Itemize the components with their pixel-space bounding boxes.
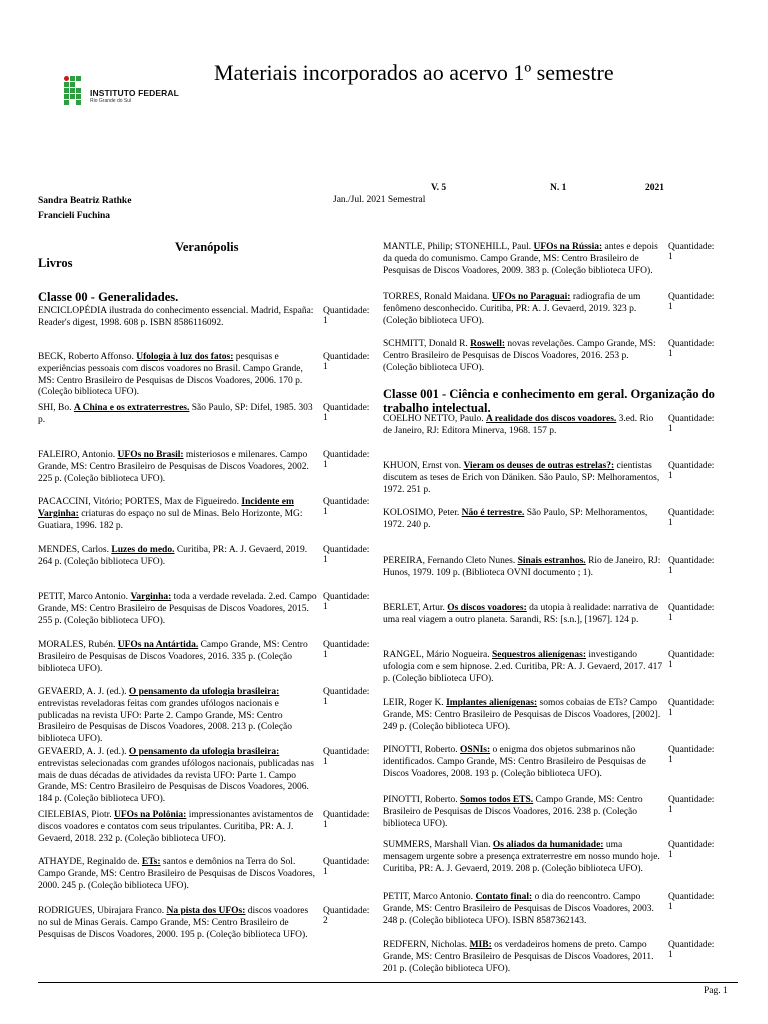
quantity-label: Quantidade: bbox=[323, 450, 370, 460]
entry-title: Ufologia à luz dos fatos: bbox=[136, 352, 234, 362]
entry-author: BECK, Roberto Affonso. bbox=[38, 352, 137, 362]
entry-details: o enigma dos objetos submarinos não identificados. Campo Grande, MS: Centro Brasileiro de Pesquisas de Discos Voadores, 2008. 193 p. (Coleção biblioteca UFO). bbox=[383, 745, 646, 779]
entry-author: GEVAERD, A. J. (ed.). bbox=[38, 687, 129, 697]
quantity-label: Quantidade: bbox=[668, 242, 715, 252]
quantity-label: Quantidade: bbox=[668, 840, 715, 850]
entry-author: KHUON, Ernst von. bbox=[383, 461, 464, 471]
quantity-value: 1 bbox=[323, 507, 328, 517]
footer-divider bbox=[38, 982, 738, 983]
entry-details: cientistas discutem as teses de Erich von Däniken. São Paulo, SP: Melhoramentos, 1972. 251 p. bbox=[383, 461, 660, 495]
quantity-field bbox=[668, 292, 715, 312]
bibliography-entry bbox=[38, 497, 320, 532]
quantity-label: Quantidade: bbox=[668, 892, 715, 902]
entry-author: CIELEBIAS, Piotr. bbox=[38, 810, 115, 820]
entry-details: misteriosos e milenares. Campo Grande, MS: Centro Brasileiro de Pesquisas de Discos Voadores, 2002. 225 p. (Coleção biblioteca UFO). bbox=[38, 450, 309, 484]
entry-author: REDFERN, Nicholas. bbox=[383, 940, 470, 950]
entry-author: MENDES, Carlos. bbox=[38, 545, 112, 555]
quantity-field bbox=[323, 687, 370, 707]
entry-author: MANTLE, Philip; STONEHILL, Paul. bbox=[383, 242, 534, 252]
quantity-label: Quantidade: bbox=[668, 745, 715, 755]
bibliography-entry bbox=[383, 461, 663, 496]
entry-details: 3.ed. Rio de Janeiro, RJ: Editora Minerva, 1968. 157 p. bbox=[383, 414, 654, 436]
page-number: Pag. 1 bbox=[704, 986, 728, 996]
entry-author: FALEIRO, Antonio. bbox=[38, 450, 118, 460]
quantity-label: Quantidade: bbox=[323, 545, 370, 555]
quantity-value: 1 bbox=[323, 413, 328, 423]
quantity-value: 1 bbox=[668, 566, 673, 576]
entry-details: antes e depois da queda do comunismo. Campo Grande, MS: Centro Brasileiro de Pesquisas de Discos Voadores, 2009. 383 p. (Coleção biblioteca UFO). bbox=[383, 242, 658, 276]
author-2: Francieli Fuchina bbox=[38, 211, 111, 221]
quantity-value: 1 bbox=[323, 316, 328, 326]
quantity-value: 1 bbox=[323, 555, 328, 565]
quantity-field bbox=[668, 745, 715, 765]
entry-author: MORALES, Rubén. bbox=[38, 640, 118, 650]
quantity-value: 1 bbox=[668, 424, 673, 434]
quantity-field bbox=[323, 403, 370, 423]
quantity-field bbox=[668, 461, 715, 481]
logo-name: INSTITUTO FEDERAL bbox=[90, 88, 179, 98]
volume-label: V. 5 bbox=[431, 183, 447, 193]
entry-title: UFOs na Polônia: bbox=[114, 810, 187, 820]
quantity-field bbox=[323, 497, 370, 517]
quantity-value: 1 bbox=[668, 805, 673, 815]
entry-title: A realidade dos discos voadores. bbox=[486, 414, 617, 424]
quantity-field bbox=[323, 592, 370, 612]
entry-title: UFOs no Paraguai: bbox=[491, 292, 571, 302]
quantity-value: 1 bbox=[668, 471, 673, 481]
entry-author: LEIR, Roger K. bbox=[383, 698, 447, 708]
quantity-field bbox=[323, 545, 370, 565]
quantity-value: 1 bbox=[323, 867, 328, 877]
quantity-value: 2 bbox=[323, 916, 328, 926]
bibliography-entry bbox=[383, 414, 663, 438]
quantity-field bbox=[668, 795, 715, 815]
entry-title: Na pista dos UFOs: bbox=[166, 906, 246, 916]
bibliography-entry bbox=[383, 698, 663, 733]
quantity-field bbox=[668, 698, 715, 718]
entry-title: Os aliados da humanidade: bbox=[492, 840, 604, 850]
entry-details: somos cobaias de ETs? Campo Grande, MS: Centro Brasileiro de Pesquisas de Discos Voadores, [2002]. 249 p. (Coleção biblioteca UFO). bbox=[383, 698, 661, 732]
entry-author: GEVAERD, A. J. (ed.). bbox=[38, 747, 129, 757]
bibliography-entry bbox=[383, 242, 663, 277]
bibliography-entry bbox=[38, 906, 320, 941]
quantity-value: 1 bbox=[323, 650, 328, 660]
quantity-value: 1 bbox=[323, 820, 328, 830]
quantity-field bbox=[668, 339, 715, 359]
entry-title: A China e os extraterrestres. bbox=[73, 403, 190, 413]
entry-details: São Paulo, SP: Difel, 1985. 303 p. bbox=[38, 403, 313, 425]
quantity-value: 1 bbox=[323, 362, 328, 372]
entry-author: PETIT, Marco Antonio. bbox=[383, 892, 476, 902]
entry-author: ATHAYDE, Reginaldo de. bbox=[38, 857, 142, 867]
quantity-value: 1 bbox=[668, 518, 673, 528]
page-title: Materiais incorporados ao acervo 1º semestre bbox=[214, 60, 614, 85]
entry-details: da utopia à realidade: narrativa de uma real viagem a outro planeta. Sarandi, RS: [s.n.], [1967]. 124 p. bbox=[383, 603, 659, 625]
bibliography-entry bbox=[38, 687, 320, 746]
entry-title: Não é terrestre. bbox=[461, 508, 525, 518]
class-001-heading: Classe 001 - Ciência e conhecimento em geral. Organização do trabalho intelectual. bbox=[383, 387, 715, 415]
year-label: 2021 bbox=[645, 183, 664, 193]
entry-title: UFOs na Rússia: bbox=[533, 242, 603, 252]
bibliography-entry bbox=[38, 640, 320, 675]
quantity-value: 1 bbox=[668, 252, 673, 262]
entry-title: Luzes do medo. bbox=[111, 545, 175, 555]
quantity-value: 1 bbox=[668, 613, 673, 623]
entry-author: PACACCINI, Vitório; PORTES, Max de Figueiredo. bbox=[38, 497, 242, 507]
entry-details: entrevistas selecionadas com grandes ufólogos nacionais, publicadas nas mais de duas décadas de atividades da revista UFO: Parte 1. Campo Grande, MS: Centro Brasileiro de Pesquisas de Discos Voadores, 2006. 184 p. (Coleção biblioteca UFO). bbox=[38, 758, 314, 805]
entry-details: o dia do reencontro. Campo Grande, MS: Centro Brasileiro de Pesquisas de Discos Voadores, 2003. 248 p. (Coleção biblioteca UFO). ISBN 8587362143. bbox=[383, 892, 654, 926]
entry-author: PETIT, Marco Antonio. bbox=[38, 592, 131, 602]
entry-title: MIB: bbox=[469, 940, 492, 950]
quantity-label: Quantidade: bbox=[323, 352, 370, 362]
quantity-label: Quantidade: bbox=[323, 592, 370, 602]
quantity-field bbox=[323, 306, 370, 326]
bibliography-entry bbox=[38, 545, 320, 569]
quantity-value: 1 bbox=[668, 708, 673, 718]
quantity-value: 1 bbox=[323, 697, 328, 707]
quantity-field bbox=[668, 940, 715, 960]
entry-details: novas revelações. Campo Grande, MS: Centro Brasileiro de Pesquisas de Discos Voadores, 2016. 253 p. (Coleção biblioteca UFO). bbox=[383, 339, 656, 373]
institute-logo bbox=[64, 76, 184, 106]
quantity-field bbox=[323, 810, 370, 830]
quantity-field bbox=[323, 747, 370, 767]
entry-title: Sinais estranhos. bbox=[517, 556, 586, 566]
bibliography-entry bbox=[38, 352, 320, 399]
quantity-label: Quantidade: bbox=[323, 906, 370, 916]
quantity-label: Quantidade: bbox=[323, 403, 370, 413]
bibliography-entry bbox=[383, 508, 663, 532]
quantity-value: 1 bbox=[668, 349, 673, 359]
entry-author: RANGEL, Mário Nogueira. bbox=[383, 650, 492, 660]
entry-author: SHI, Bo. bbox=[38, 403, 74, 413]
entry-title: Contato final: bbox=[475, 892, 533, 902]
entry-title: Implantes alienígenas: bbox=[446, 698, 538, 708]
entry-author: SCHMITT, Donald R. bbox=[383, 339, 471, 349]
quantity-field bbox=[668, 414, 715, 434]
entry-details: toda a verdade revelada. 2.ed. Campo Grande, MS: Centro Brasileiro de Pesquisas de Discos Voadores, 2015. 255 p. (Coleção biblioteca UFO). bbox=[38, 592, 317, 626]
bibliography-entry bbox=[383, 745, 663, 780]
campus-heading: Veranópolis bbox=[175, 240, 239, 254]
logo-subtitle: Rio Grande do Sul bbox=[90, 98, 132, 104]
quantity-label: Quantidade: bbox=[668, 339, 715, 349]
entry-title: Os discos voadores: bbox=[447, 603, 527, 613]
entry-author: KOLOSIMO, Peter. bbox=[383, 508, 462, 518]
quantity-field bbox=[323, 352, 370, 372]
quantity-label: Quantidade: bbox=[323, 497, 370, 507]
quantity-field bbox=[323, 450, 370, 470]
entry-details: discos voadores no sul de Minas Gerais. Campo Grande, MS: Centro Brasileiro de Pesquisas de Discos Voadores, 2000. 195 p. (Coleção biblioteca UFO). bbox=[38, 906, 309, 940]
bibliography-entry bbox=[383, 840, 663, 875]
quantity-field bbox=[668, 603, 715, 623]
entry-author: PEREIRA, Fernando Cleto Nunes. bbox=[383, 556, 518, 566]
entry-author: TORRES, Ronald Maidana. bbox=[383, 292, 492, 302]
entry-title: Varginha: bbox=[130, 592, 172, 602]
entry-details: impressionantes avistamentos de discos voadores e contatos com seus tripulantes. Curitiba, PR: A. J. Gevaerd, 2018. 232 p. (Coleção biblioteca UFO). bbox=[38, 810, 314, 844]
entry-title: OSNIs: bbox=[460, 745, 491, 755]
section-heading: Livros bbox=[38, 256, 73, 270]
quantity-field bbox=[668, 556, 715, 576]
entry-author: COELHO NETTO, Paulo. bbox=[383, 414, 486, 424]
quantity-label: Quantidade: bbox=[668, 414, 715, 424]
quantity-label: Quantidade: bbox=[668, 292, 715, 302]
entry-details: os verdadeiros homens de preto. Campo Grande, MS: Centro Brasileiro de Pesquisas de Discos Voadores, 2011. 201 p. (Coleção biblioteca UFO). bbox=[383, 940, 654, 974]
entry-author: PINOTTI, Roberto. bbox=[383, 795, 461, 805]
author-1: Sandra Beatriz Rathke bbox=[38, 196, 132, 206]
quantity-label: Quantidade: bbox=[323, 687, 370, 697]
quantity-label: Quantidade: bbox=[668, 508, 715, 518]
entry-details: investigando ufologia com e sem hipnose. 2.ed. Curitiba, PR: A. J. Gevaerd, 2017. 417 p. (Coleção biblioteca UFO). bbox=[383, 650, 663, 684]
entry-details: uma mensagem urgente sobre a presença extraterrestre em nosso mundo hoje. Curitiba, PR: A. J. Gevaerd, 2019. 208 p. (Coleção biblioteca UFO). bbox=[383, 840, 660, 874]
number-label: N. 1 bbox=[550, 183, 567, 193]
bibliography-entry bbox=[383, 339, 663, 374]
bibliography-entry bbox=[383, 795, 663, 830]
entry-details: Campo Grande, MS: Centro Brasileiro de Pesquisas de Discos Voadores, 2016. 335 p. (Coleção biblioteca UFO). bbox=[38, 640, 308, 674]
quantity-value: 1 bbox=[668, 302, 673, 312]
bibliography-entry bbox=[38, 592, 320, 627]
bibliography-entry bbox=[38, 306, 320, 330]
entry-title: UFOs na Antártida. bbox=[117, 640, 199, 650]
entry-title: Vieram os deuses de outras estrelas?: bbox=[463, 461, 615, 471]
entry-author: PINOTTI, Roberto. bbox=[383, 745, 461, 755]
quantity-label: Quantidade: bbox=[668, 556, 715, 566]
quantity-field bbox=[668, 892, 715, 912]
quantity-label: Quantidade: bbox=[668, 795, 715, 805]
entry-title: Roswell: bbox=[470, 339, 505, 349]
bibliography-entry bbox=[383, 556, 663, 580]
entry-details: criaturas do espaço no sul de Minas. Belo Horizonte, MG: Guatiara, 1996. 182 p. bbox=[38, 508, 303, 531]
quantity-value: 1 bbox=[323, 757, 328, 767]
bibliography-entry bbox=[383, 292, 663, 327]
entry-title: UFOs no Brasil: bbox=[117, 450, 184, 460]
class-00-heading: Classe 00 - Generalidades. bbox=[38, 290, 179, 304]
quantity-value: 1 bbox=[668, 902, 673, 912]
bibliography-entry bbox=[38, 857, 320, 892]
quantity-value: 1 bbox=[668, 950, 673, 960]
quantity-field bbox=[668, 650, 715, 670]
quantity-field bbox=[323, 640, 370, 660]
quantity-label: Quantidade: bbox=[668, 650, 715, 660]
entry-details: pesquisas e experiências pessoais com discos voadores no Brasil. Campo Grande, MS: Centro Brasileiro de Pesquisas de Discos Voadores, 2006. 170 p. (Coleção biblioteca UFO). bbox=[38, 352, 303, 398]
entry-details: São Paulo, SP: Melhoramentos, 1972. 240 p. bbox=[383, 508, 648, 530]
quantity-label: Quantidade: bbox=[668, 461, 715, 471]
quantity-label: Quantidade: bbox=[668, 698, 715, 708]
bibliography-entry bbox=[383, 650, 663, 685]
entry-author: SUMMERS, Marshall Vian. bbox=[383, 840, 493, 850]
entry-details: santos e demônios na Terra do Sol. Campo Grande, MS: Centro Brasileiro de Pesquisas de Discos Voadores, 2000. 245 p. (Coleção biblioteca UFO). bbox=[38, 857, 315, 891]
bibliography-entry bbox=[38, 747, 320, 806]
quantity-label: Quantidade: bbox=[323, 747, 370, 757]
quantity-label: Quantidade: bbox=[323, 810, 370, 820]
quantity-field bbox=[668, 242, 715, 262]
entry-details: Campo Grande, MS: Centro Brasileiro de Pesquisas de Discos Voadores, 2016. 238 p. (Coleção biblioteca UFO). bbox=[383, 795, 643, 829]
quantity-label: Quantidade: bbox=[323, 640, 370, 650]
entry-author: RODRIGUES, Ubirajara Franco. bbox=[38, 906, 167, 916]
quantity-value: 1 bbox=[668, 850, 673, 860]
bibliography-entry bbox=[383, 603, 663, 627]
quantity-label: Quantidade: bbox=[323, 306, 370, 316]
bibliography-entry bbox=[38, 403, 320, 427]
entry-author: ENCICLOPÉDIA ilustrada do conhecimento essencial. Madrid, España: Reader's digest, 1998. 608 p. ISBN 8586116092. bbox=[38, 306, 314, 328]
quantity-label: Quantidade: bbox=[668, 603, 715, 613]
entry-title: Somos todos ETS. bbox=[460, 795, 534, 805]
quantity-field bbox=[668, 508, 715, 528]
quantity-value: 1 bbox=[323, 602, 328, 612]
period-label: Jan./Jul. 2021 Semestral bbox=[333, 195, 426, 205]
entry-details: Curitiba, PR: A. J. Gevaerd, 2019. 264 p. (Coleção biblioteca UFO). bbox=[38, 545, 308, 567]
entry-title: O pensamento da ufologia brasileira: bbox=[128, 687, 280, 697]
entry-author: BERLET, Artur. bbox=[383, 603, 448, 613]
bibliography-entry bbox=[383, 892, 663, 927]
entry-title: ETs: bbox=[141, 857, 161, 867]
quantity-label: Quantidade: bbox=[323, 857, 370, 867]
bibliography-entry bbox=[38, 810, 320, 845]
entry-title: Sequestros alienígenas: bbox=[491, 650, 587, 660]
entry-title: O pensamento da ufologia brasileira: bbox=[128, 747, 280, 757]
quantity-value: 1 bbox=[323, 460, 328, 470]
quantity-value: 1 bbox=[668, 755, 673, 765]
bibliography-entry bbox=[383, 940, 663, 975]
quantity-field bbox=[323, 857, 370, 877]
quantity-value: 1 bbox=[668, 660, 673, 670]
entry-details: Rio de Janeiro, RJ: Hunos, 1979. 109 p. (Biblioteca OVNI documento ; 1). bbox=[383, 556, 661, 578]
quantity-label: Quantidade: bbox=[668, 940, 715, 950]
entry-details: radiografia de um fenômeno desconhecido. Curitiba, PR: A. J. Gevaerd, 2019. 323 p. (Coleção biblioteca UFO). bbox=[383, 292, 641, 326]
entry-title: Incidente em Varginha: bbox=[38, 497, 294, 519]
quantity-field bbox=[668, 840, 715, 860]
bibliography-entry bbox=[38, 450, 320, 485]
entry-details: entrevistas reveladoras feitas com grandes ufólogos nacionais e publicadas na revista UFO: Parte 2. Campo Grande, MS: Centro Brasileiro de Pesquisas de Discos Voadores, 2008. 213 p. (Coleção biblioteca UFO). bbox=[38, 698, 292, 745]
quantity-field bbox=[323, 906, 370, 926]
